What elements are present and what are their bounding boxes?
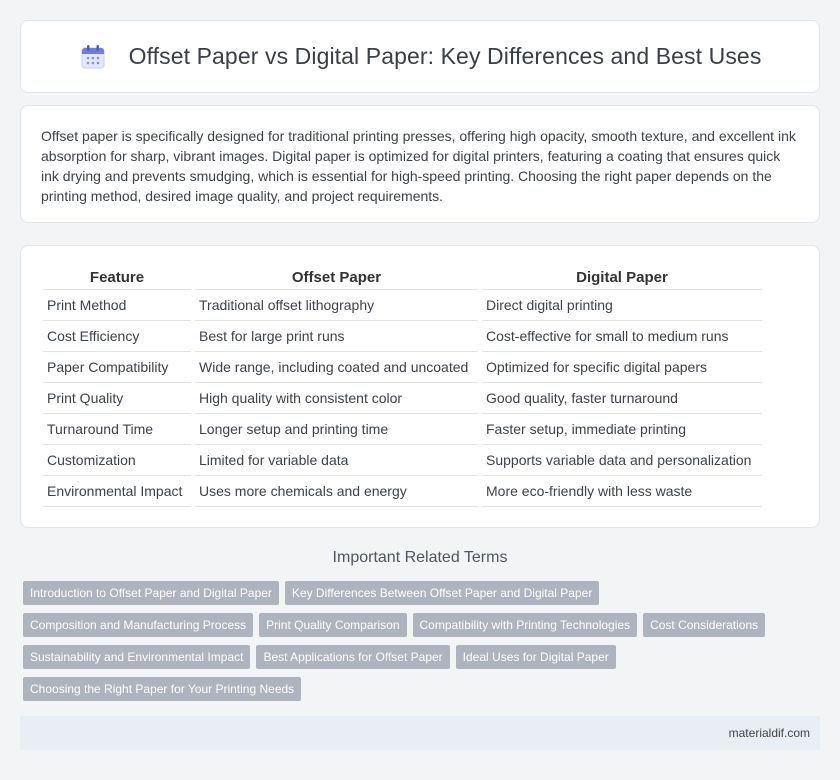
comparison-table-card [20,245,820,528]
table-cell: Cost Efficiency [43,321,191,352]
calendar-icon [79,43,107,71]
column-header-digital-paper: Digital Paper [482,266,762,290]
intro-card [20,105,820,223]
table-cell: Best for large print runs [195,321,478,352]
table-cell: Paper Compatibility [43,352,191,383]
comparison-table [39,266,766,507]
table-cell: Cost-effective for small to medium runs [482,321,762,352]
related-term-tag[interactable]: Key Differences Between Offset Paper and Digital Paper [285,581,599,605]
footer [20,716,820,750]
table-cell: Uses more chemicals and energy [195,476,478,507]
related-term-tag[interactable]: Best Applications for Offset Paper [256,645,449,669]
table-cell: Optimized for specific digital papers [482,352,762,383]
related-term-tag[interactable]: Choosing the Right Paper for Your Printing Needs [23,677,301,701]
table-cell: Environmental Impact [43,476,191,507]
related-terms-tags [23,581,823,701]
footer-site-name[interactable]: materialdif.com [728,726,810,740]
related-term-tag[interactable]: Sustainability and Environmental Impact [23,645,250,669]
table-row [43,290,762,321]
table-cell: Limited for variable data [195,445,478,476]
related-term-tag[interactable]: Composition and Manufacturing Process [23,613,253,637]
table-cell: More eco-friendly with less waste [482,476,762,507]
table-cell: Longer setup and printing time [195,414,478,445]
related-term-tag[interactable]: Print Quality Comparison [259,613,406,637]
table-cell: Print Method [43,290,191,321]
table-row [43,383,762,414]
table-cell: Wide range, including coated and uncoated [195,352,478,383]
table-cell: Customization [43,445,191,476]
table-cell: Supports variable data and personalization [482,445,762,476]
table-row [43,445,762,476]
title-wrap [79,43,762,71]
related-term-tag[interactable]: Introduction to Offset Paper and Digital Paper [23,581,279,605]
related-term-tag[interactable]: Compatibility with Printing Technologies [413,613,638,637]
related-term-tag[interactable]: Ideal Uses for Digital Paper [456,645,616,669]
intro-text: Offset paper is specifically designed for traditional printing presses, offering high opacity, smooth texture, and excellent ink absorption for sharp, vibrant images. Digital paper is optimized for digital printers, featuring a coating that ensures quick ink drying and prevents smudging, which is essential for high-speed printing. Choosing the right paper depends on the printing method, desired image quality, and project requirements. [41,128,796,204]
header-card [20,20,820,93]
table-cell: Faster setup, immediate printing [482,414,762,445]
table-row [43,414,762,445]
table-row [43,321,762,352]
table-row [43,352,762,383]
page-title: Offset Paper vs Digital Paper: Key Differences and Best Uses [128,43,762,69]
table-header-row [43,266,762,290]
table-cell: Traditional offset lithography [195,290,478,321]
column-header-offset-paper: Offset Paper [195,266,478,290]
table-cell: Turnaround Time [43,414,191,445]
column-header-feature: Feature [43,266,191,290]
table-cell: Print Quality [43,383,191,414]
table-cell: Direct digital printing [482,290,762,321]
table-cell: Good quality, faster turnaround [482,383,762,414]
table-cell: High quality with consistent color [195,383,478,414]
related-terms-title: Important Related Terms [332,549,508,566]
table-row [43,476,762,507]
related-term-tag[interactable]: Cost Considerations [643,613,765,637]
